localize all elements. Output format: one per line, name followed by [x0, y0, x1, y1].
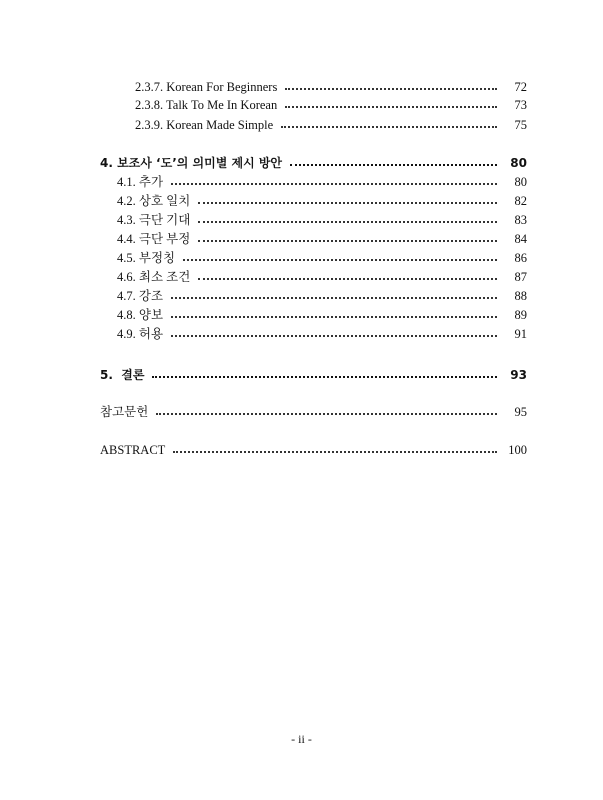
toc-entry-label: 4.5. 부정칭 [117, 251, 176, 265]
dot-leader [171, 316, 497, 318]
toc-chapter-page: 93 [510, 368, 527, 382]
toc-abstract-label: ABSTRACT [100, 443, 166, 457]
toc-chapter-label: 4. 보조사 ‘도’의 의미별 제시 방안 [100, 156, 283, 170]
dot-leader [198, 202, 497, 204]
toc-entry-label: 4.6. 최소 조건 [117, 270, 191, 284]
toc-entry-page: 91 [514, 327, 527, 341]
dot-leader [198, 278, 497, 280]
toc-entry-page: 72 [514, 80, 527, 94]
toc-entry-page: 86 [514, 251, 527, 265]
toc-entry-4-3[interactable] [117, 211, 527, 229]
toc-entry-4-4[interactable] [117, 230, 527, 248]
dot-leader [198, 240, 497, 242]
toc-references-page: 95 [514, 405, 527, 419]
toc-entry-label: 2.3.7. Korean For Beginners [135, 80, 278, 94]
dot-leader [285, 88, 497, 90]
toc-entry-4-2[interactable] [117, 192, 527, 210]
dot-leader [152, 376, 497, 378]
toc-entry-page: 73 [514, 98, 527, 112]
toc-entry-4-8[interactable] [117, 306, 527, 324]
toc-entry-label: 4.8. 양보 [117, 308, 164, 322]
dot-leader [281, 126, 497, 128]
toc-abstract[interactable] [100, 441, 527, 459]
toc-entry-page: 75 [514, 118, 527, 132]
toc-entry-label: 4.3. 극단 기대 [117, 213, 191, 227]
toc-entry-page: 83 [514, 213, 527, 227]
toc-entry-2-3-9[interactable] [135, 116, 527, 134]
dot-leader [171, 335, 497, 337]
toc-entry-page: 87 [514, 270, 527, 284]
toc-references[interactable] [100, 403, 527, 421]
dot-leader [290, 164, 497, 166]
toc-entry-label: 2.3.8. Talk To Me In Korean [135, 98, 278, 112]
toc-chapter-label: 5. 결론 [100, 368, 145, 382]
dot-leader [171, 297, 497, 299]
dot-leader [156, 413, 497, 415]
toc-entry-4-7[interactable] [117, 287, 527, 305]
toc-entry-label: 4.1. 추가 [117, 175, 164, 189]
toc-chapter-4[interactable] [100, 154, 527, 172]
toc-entry-2-3-7[interactable] [135, 78, 527, 96]
dot-leader [173, 451, 497, 453]
toc-entry-label: 2.3.9. Korean Made Simple [135, 118, 274, 132]
toc-entry-page: 84 [514, 232, 527, 246]
toc-references-label: 참고문헌 [100, 405, 149, 419]
toc-entry-label: 4.7. 강조 [117, 289, 164, 303]
toc-entry-4-6[interactable] [117, 268, 527, 286]
toc-entry-2-3-8[interactable] [135, 96, 527, 114]
toc-entry-page: 82 [514, 194, 527, 208]
toc-entry-label: 4.2. 상호 일치 [117, 194, 191, 208]
dot-leader [183, 259, 497, 261]
toc-abstract-page: 100 [508, 443, 527, 457]
toc-entry-4-1[interactable] [117, 173, 527, 191]
dot-leader [285, 106, 497, 108]
toc-entry-page: 88 [514, 289, 527, 303]
toc-chapter-page: 80 [510, 156, 527, 170]
toc-entry-page: 80 [514, 175, 527, 189]
toc-entry-label: 4.4. 극단 부정 [117, 232, 191, 246]
dot-leader [198, 221, 497, 223]
toc-entry-4-5[interactable] [117, 249, 527, 267]
toc-entry-4-9[interactable] [117, 325, 527, 343]
toc-entry-page: 89 [514, 308, 527, 322]
page-number-footer: - ii - [291, 732, 312, 746]
toc-entry-label: 4.9. 허용 [117, 327, 164, 341]
toc-chapter-5[interactable] [100, 366, 527, 384]
dot-leader [171, 183, 497, 185]
